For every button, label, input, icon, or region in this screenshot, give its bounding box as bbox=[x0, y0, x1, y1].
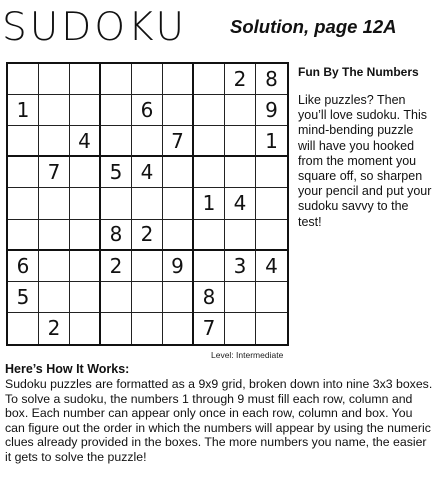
sudoku-cell[interactable] bbox=[132, 251, 163, 282]
sudoku-cell[interactable] bbox=[163, 282, 194, 313]
sudoku-cell[interactable]: 1 bbox=[8, 95, 39, 126]
sidebar bbox=[298, 65, 432, 230]
sudoku-cell[interactable] bbox=[225, 220, 256, 251]
sudoku-cell[interactable] bbox=[132, 188, 163, 219]
sudoku-cell[interactable] bbox=[101, 282, 132, 313]
sudoku-cell[interactable] bbox=[8, 188, 39, 219]
sudoku-cell[interactable]: 1 bbox=[194, 188, 225, 219]
sudoku-cell[interactable]: 8 bbox=[101, 220, 132, 251]
sudoku-cell[interactable] bbox=[70, 64, 101, 95]
sudoku-cell[interactable]: 5 bbox=[101, 157, 132, 188]
sudoku-cell[interactable]: 6 bbox=[132, 95, 163, 126]
sudoku-cell[interactable] bbox=[132, 64, 163, 95]
sudoku-cell[interactable] bbox=[101, 313, 132, 344]
how-it-works-title: Here’s How It Works: bbox=[5, 362, 130, 376]
sudoku-cell[interactable]: 2 bbox=[39, 313, 70, 344]
sudoku-cell[interactable] bbox=[8, 157, 39, 188]
sudoku-cell[interactable]: 7 bbox=[39, 157, 70, 188]
sudoku-cell[interactable] bbox=[256, 188, 287, 219]
sudoku-cell[interactable]: 2 bbox=[225, 64, 256, 95]
sudoku-cell[interactable] bbox=[39, 188, 70, 219]
sudoku-cell[interactable] bbox=[163, 157, 194, 188]
sudoku-cell[interactable] bbox=[70, 95, 101, 126]
sudoku-cell[interactable] bbox=[39, 64, 70, 95]
how-it-works bbox=[5, 362, 433, 465]
sudoku-cell[interactable]: 8 bbox=[194, 282, 225, 313]
sudoku-cell[interactable] bbox=[70, 188, 101, 219]
sudoku-cell[interactable]: 8 bbox=[256, 64, 287, 95]
sudoku-cell[interactable] bbox=[132, 282, 163, 313]
sudoku-cell[interactable] bbox=[194, 251, 225, 282]
page-title: SUDOKU bbox=[2, 5, 188, 50]
sudoku-cell[interactable] bbox=[70, 251, 101, 282]
solution-reference: Solution, page 12A bbox=[230, 16, 397, 37]
sudoku-cell[interactable] bbox=[70, 313, 101, 344]
sudoku-cell[interactable] bbox=[8, 64, 39, 95]
sudoku-cell[interactable]: 7 bbox=[163, 126, 194, 157]
sudoku-cell[interactable]: 5 bbox=[8, 282, 39, 313]
sudoku-cell[interactable] bbox=[8, 220, 39, 251]
sudoku-cell[interactable] bbox=[39, 282, 70, 313]
sudoku-grid bbox=[6, 62, 289, 346]
sudoku-cell[interactable] bbox=[225, 126, 256, 157]
sudoku-cell[interactable]: 7 bbox=[194, 313, 225, 344]
sudoku-cell[interactable] bbox=[194, 95, 225, 126]
sudoku-cell[interactable] bbox=[163, 220, 194, 251]
sudoku-cell[interactable] bbox=[101, 188, 132, 219]
sudoku-cell[interactable] bbox=[132, 126, 163, 157]
sudoku-cell[interactable] bbox=[8, 126, 39, 157]
sudoku-cell[interactable] bbox=[163, 313, 194, 344]
sudoku-cell[interactable] bbox=[163, 64, 194, 95]
sudoku-cell[interactable]: 2 bbox=[101, 251, 132, 282]
sudoku-cell[interactable] bbox=[101, 126, 132, 157]
sudoku-cell[interactable]: 1 bbox=[256, 126, 287, 157]
sudoku-cell[interactable] bbox=[194, 157, 225, 188]
sudoku-cell[interactable]: 3 bbox=[225, 251, 256, 282]
sidebar-body: Like puzzles? Then you’ll love sudoku. This mind-bending puzzle will have you hooked from the moment you square off, so sharpen your pencil and put your sudoku savvy to the test! bbox=[298, 93, 432, 229]
sudoku-cell[interactable] bbox=[70, 220, 101, 251]
how-it-works-body: Sudoku puzzles are formatted as a 9x9 grid, broken down into nine 3x3 boxes. To solve a sudoku, the numbers 1 through 9 must fill each row, column and box. Each number can appear only once in each row, column and box. You can figure out the order in which the numbers will appear by using the numeric clues already provided in the boxes. The more numbers you name, the easier it gets to solve the puzzle! bbox=[5, 377, 433, 464]
sudoku-cell[interactable] bbox=[225, 313, 256, 344]
sudoku-cell[interactable]: 4 bbox=[256, 251, 287, 282]
sudoku-cell[interactable] bbox=[256, 220, 287, 251]
sudoku-cell[interactable] bbox=[70, 157, 101, 188]
sudoku-cell[interactable] bbox=[225, 157, 256, 188]
sudoku-cell[interactable] bbox=[194, 220, 225, 251]
sudoku-cell[interactable] bbox=[256, 157, 287, 188]
sudoku-cell[interactable] bbox=[39, 251, 70, 282]
sudoku-cell[interactable]: 9 bbox=[163, 251, 194, 282]
sudoku-cell[interactable]: 9 bbox=[256, 95, 287, 126]
sudoku-cell[interactable] bbox=[39, 95, 70, 126]
sudoku-cell[interactable]: 2 bbox=[132, 220, 163, 251]
sudoku-cell[interactable] bbox=[70, 282, 101, 313]
sudoku-cell[interactable] bbox=[256, 313, 287, 344]
sudoku-cell[interactable] bbox=[256, 282, 287, 313]
sidebar-title: Fun By The Numbers bbox=[298, 65, 419, 79]
sudoku-cell[interactable] bbox=[163, 95, 194, 126]
sudoku-cell[interactable] bbox=[225, 282, 256, 313]
sudoku-cell[interactable]: 4 bbox=[225, 188, 256, 219]
sudoku-cell[interactable] bbox=[194, 64, 225, 95]
sudoku-cell[interactable] bbox=[39, 126, 70, 157]
sudoku-cell[interactable] bbox=[225, 95, 256, 126]
sudoku-cell[interactable] bbox=[101, 95, 132, 126]
sudoku-cell[interactable] bbox=[163, 188, 194, 219]
sudoku-cell[interactable] bbox=[194, 126, 225, 157]
sudoku-cell[interactable] bbox=[132, 313, 163, 344]
sudoku-cell[interactable] bbox=[8, 313, 39, 344]
sudoku-cell[interactable] bbox=[39, 220, 70, 251]
sudoku-cell[interactable]: 4 bbox=[70, 126, 101, 157]
sudoku-cell[interactable]: 4 bbox=[132, 157, 163, 188]
sudoku-cell[interactable] bbox=[101, 64, 132, 95]
difficulty-level: Level: Intermediate bbox=[211, 350, 284, 360]
sudoku-cell[interactable]: 6 bbox=[8, 251, 39, 282]
